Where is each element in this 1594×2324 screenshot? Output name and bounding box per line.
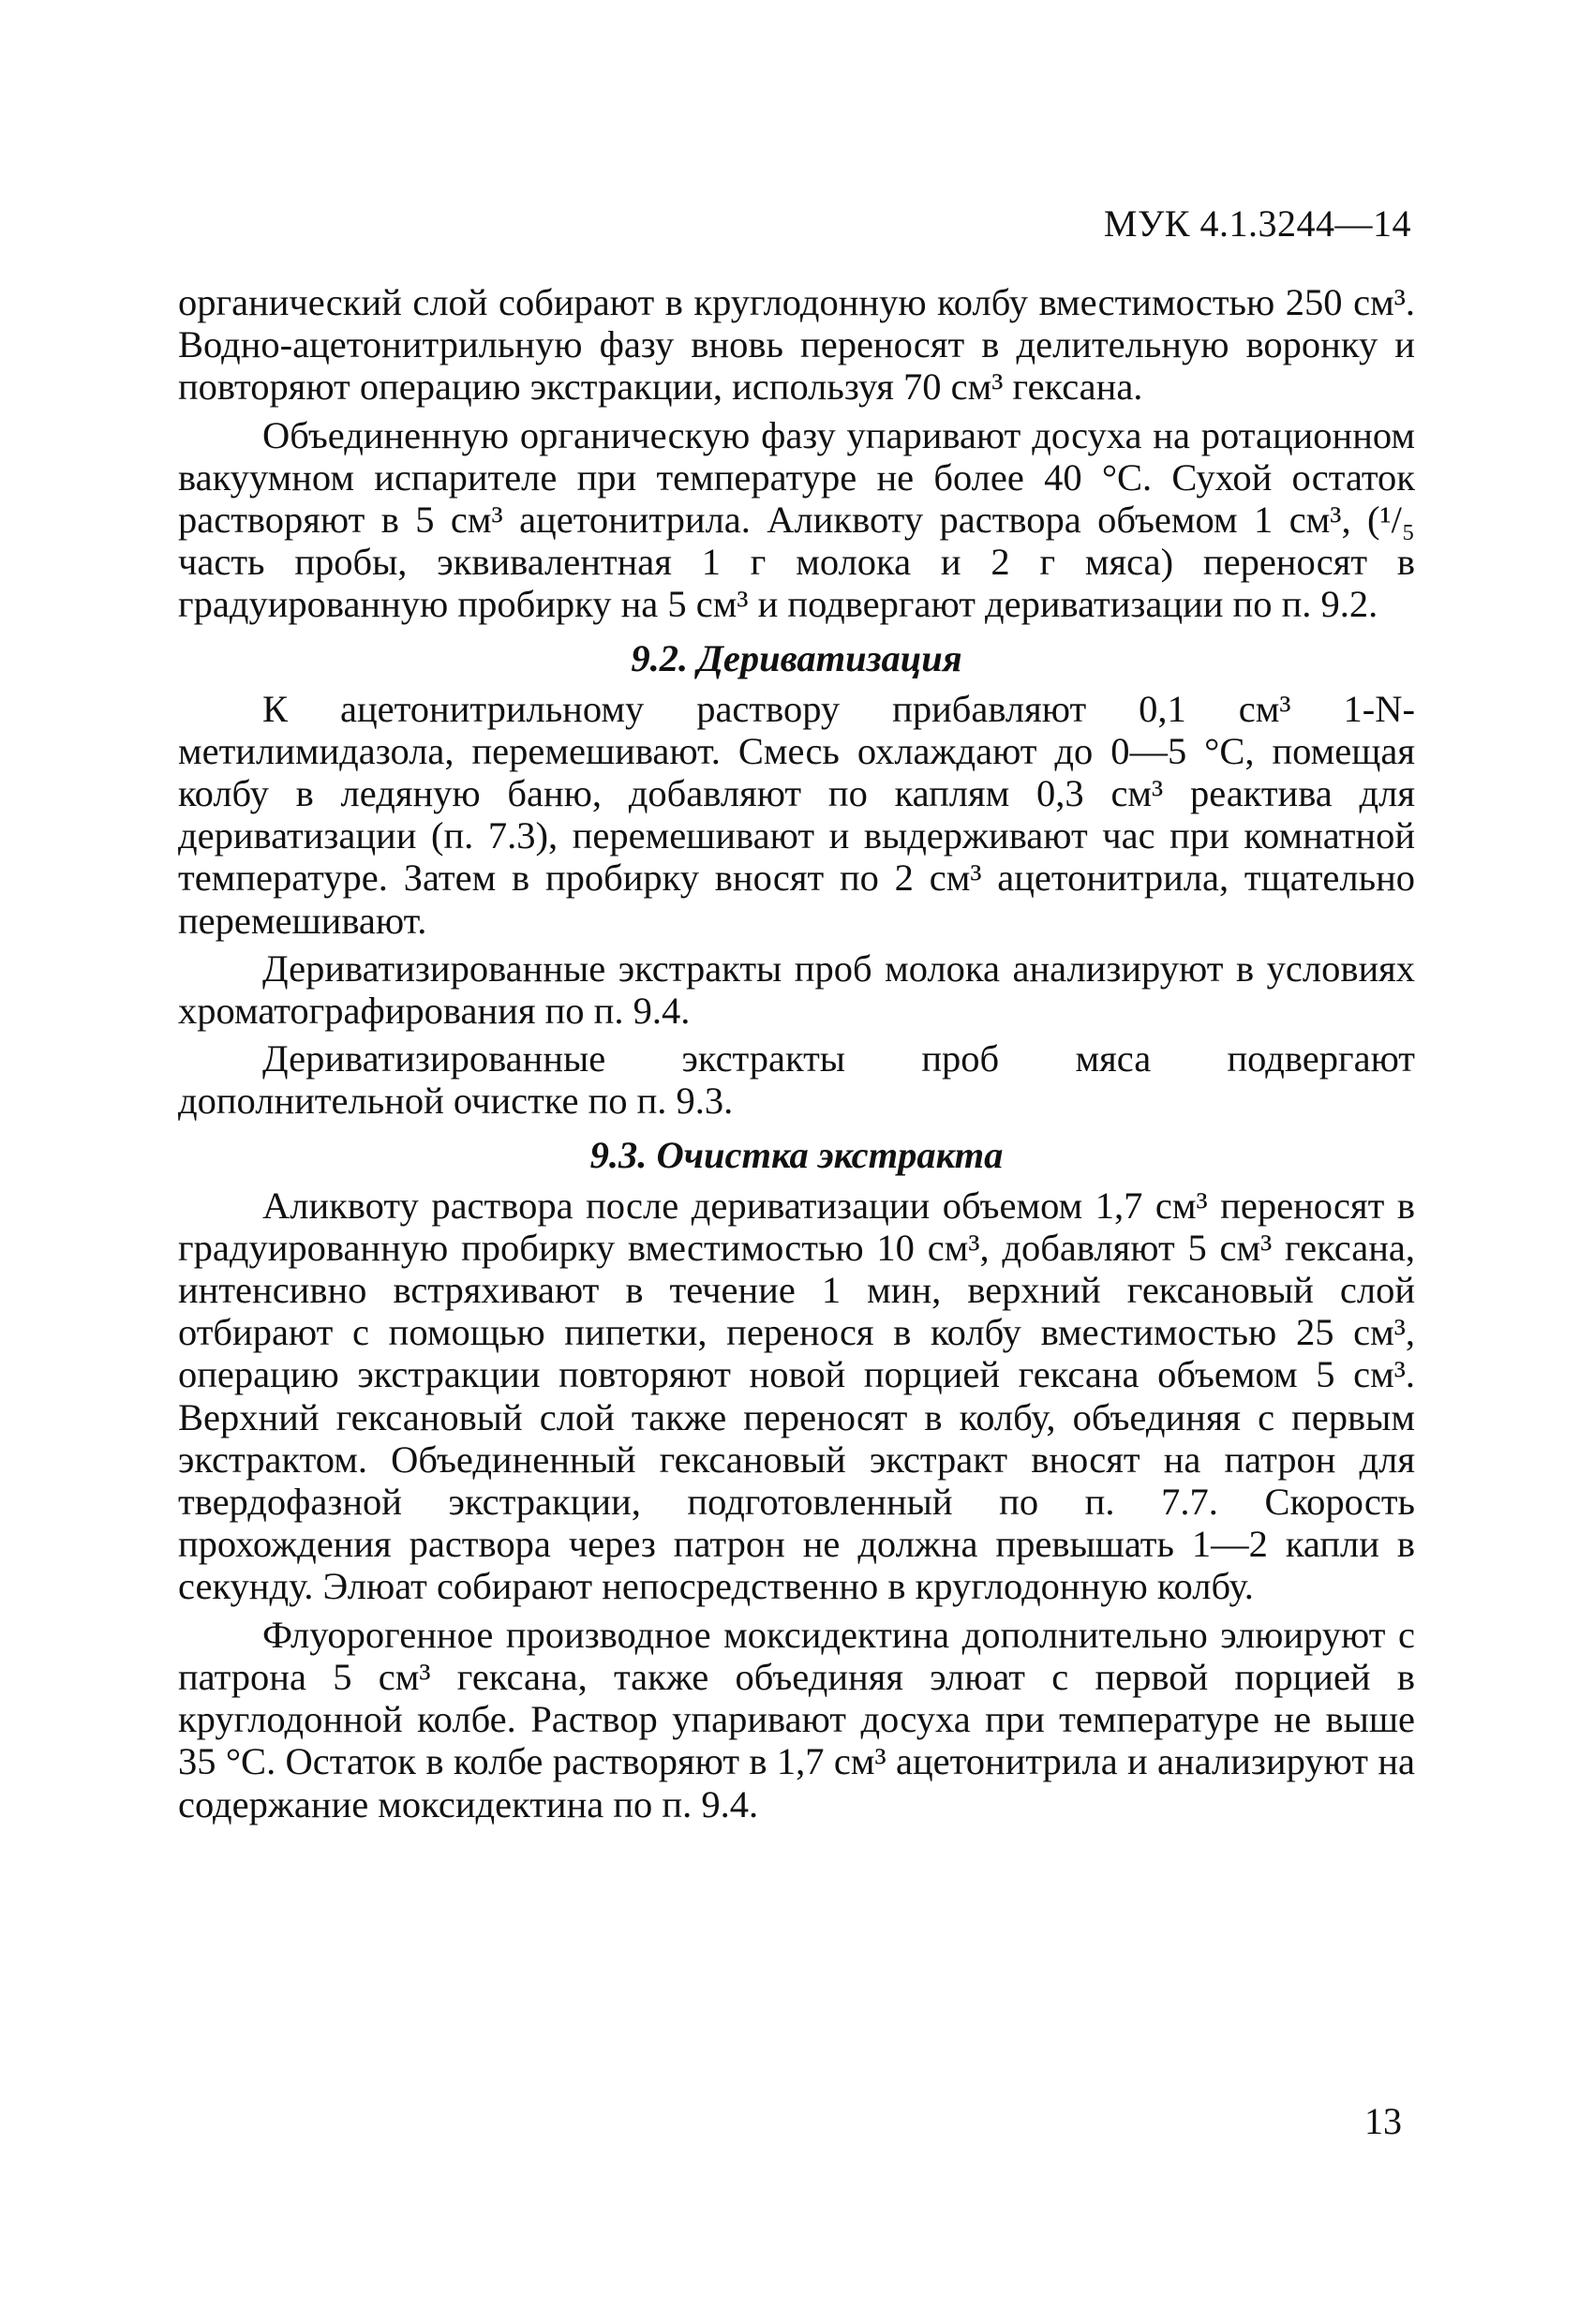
paragraph-cleanup: Аликвоту раствора после дериватизации объемом 1,7 см³ переносят в градуированную пробирку вместимостью 10 см³, добавляют 5 см³ гексана, интенсивно встряхивают в течение 1 мин, верхний гексановый слой отбирают с помощью пипетки, перенося в колбу вместимостью 25 см³, операцию экстракции повторяют новой порцией гексана объемом 5 см³. Верхний гексановый слой также переносят в колбу, объединяя с первым экстрактом. Объединенный гексановый экстракт вносят на патрон для твердофазной экстракции, подготовленный по п. 7.7. Скорость прохождения раствора через патрон не должна превышать 1—2 капли в секунду. Элюат собирают непосредственно в круглодонную колбу.: [178, 1184, 1415, 1608]
section-heading-extract-cleanup: 9.3. Очистка экстракта: [589, 1133, 1004, 1176]
paragraph-milk-extracts: Дериватизированные экстракты проб молока анализируют в условиях хроматографирования по п. 9.4.: [178, 946, 1415, 1033]
page-number: 13: [1364, 2100, 1402, 2142]
paragraph-elution: Флуорогенное производное моксидектина дополнительно элюируют с патрона 5 см³ гексана, также объединяя элюат с первой порцией в круглодонной колбе. Раствор упаривают досуха при температуре не выше 35 °С. Остаток в колбе растворяют в 1,7 см³ ацетонитрила и анализируют на содержание моксидектина по п. 9.4.: [178, 1613, 1415, 1825]
paragraph-meat-extracts: Дериватизированные экстракты проб мяса подвергают дополнительной очистке по п. 9.3.: [178, 1037, 1415, 1123]
paragraph-derivatization: К ацетонитрильному раствору прибавляют 0,1 см³ 1-N-метилимидазола, перемешивают. Смесь охлаждают до 0—5 °С, помещая колбу в ледяную баню, добавляют по каплям 0,3 см³ реактива для дериватизации (п. 7.3), перемешивают и выдерживают час при комнатной температуре. Затем в пробирку вносят по 2 см³ ацетонитрила, тщательно перемешивают.: [178, 687, 1415, 942]
section-heading-derivatization: 9.2. Дериватизация: [631, 636, 962, 679]
document-id-header: МУК 4.1.3244—14: [1103, 202, 1411, 245]
document-body: [178, 281, 1415, 1831]
paragraph-evaporation: Объединенную органическую фазу упаривают досуха на ротационном вакуумном испарителе при температуре не более 40 °С. Сухой остаток растворяют в 5 см³ ацетонитрила. Аликвоту раствора объемом 1 см³, (¹/₅ часть пробы, эквивалентная 1 г молока и 2 г мяса) переносят в градуированную пробирку на 5 см³ и подвергают дериватизации по п. 9.2.: [178, 413, 1415, 626]
paragraph-continuation: органический слой собирают в круглодонную колбу вместимостью 250 см³. Водно-ацетонитрильную фазу вновь переносят в делительную воронку и повторяют операцию экстракции, используя 70 см³ гексана.: [178, 281, 1415, 409]
